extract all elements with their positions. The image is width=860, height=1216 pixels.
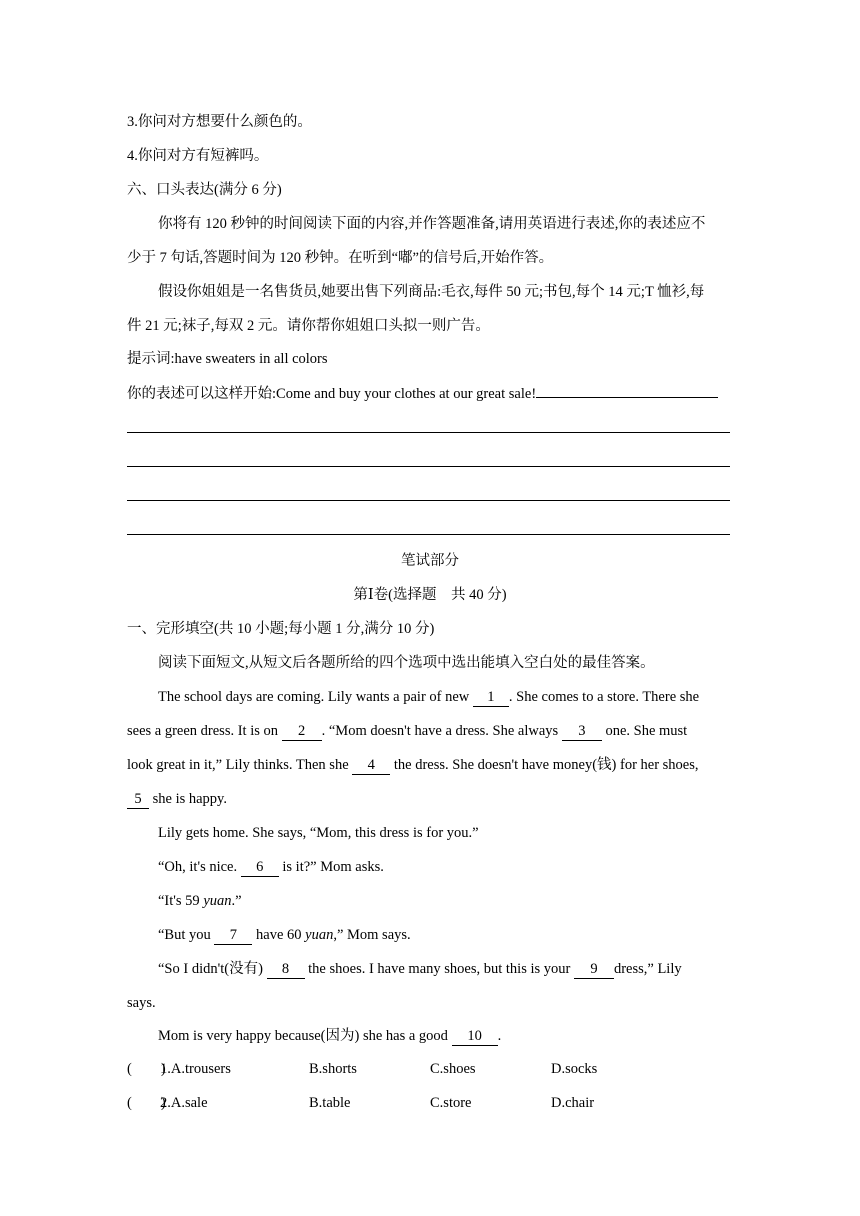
option-a[interactable]: 2.A.sale (160, 1095, 208, 1111)
instruction-line-1: 你将有 120 秒钟的时间阅读下面的内容,并作答题准备,请用英语进行表述,你的表述应不 (158, 216, 706, 232)
passage-text: she is happy. (149, 791, 227, 807)
answer-start-text: 你的表述可以这样开始:Come and buy your clothes at our great sale! (127, 386, 537, 402)
cloze-blank[interactable]: 6 (241, 859, 279, 877)
passage-text: the shoes. I have many shoes, but this is your (304, 961, 574, 977)
answer-line[interactable] (127, 500, 730, 501)
passage-line (158, 1026, 501, 1046)
answer-line[interactable] (127, 534, 730, 535)
passage-line (127, 755, 699, 775)
passage-line (158, 857, 384, 877)
passage-text-italic: yuan (203, 893, 232, 909)
passage-text: Mom is very happy because(因为) she has a good (158, 1028, 452, 1044)
passage-text: “So I didn't(没有) (158, 961, 267, 977)
passage-text: The school days are coming. Lily wants a pair of new (158, 689, 473, 705)
passage-text: is it?” Mom asks. (278, 859, 384, 875)
option-c[interactable]: C.shoes (430, 1061, 476, 1077)
cloze-blank[interactable]: 4 (352, 757, 390, 775)
option-b[interactable]: B.table (309, 1095, 351, 1111)
option-a[interactable]: 1.A.trousers (160, 1061, 231, 1077)
option-d[interactable]: D.socks (551, 1061, 598, 1077)
passage-text: dress,” Lily (613, 961, 682, 977)
section-one-instruction: 阅读下面短文,从短文后各题所给的四个选项中选出能填入空白处的最佳答案。 (158, 655, 655, 671)
answer-paren[interactable]: ( ) (127, 1095, 166, 1111)
passage-line (158, 925, 411, 945)
passage-text: “Oh, it's nice. (158, 859, 241, 875)
option-d[interactable]: D.chair (551, 1095, 595, 1111)
answer-line[interactable] (127, 466, 730, 467)
prompt-4: 4.你问对方有短裤吗。 (127, 148, 269, 164)
scenario-line-2: 件 21 元;袜子,每双 2 元。请你帮你姐姐口头拟一则广告。 (127, 318, 490, 334)
option-b[interactable]: B.shorts (309, 1061, 357, 1077)
cloze-blank[interactable]: 5 (127, 791, 149, 809)
cloze-blank[interactable]: 1 (473, 689, 509, 707)
section-six-heading: 六、口头表达(满分 6 分) (127, 182, 282, 198)
volume-title: 第Ⅰ卷(选择题 共 40 分) (353, 587, 507, 603)
answer-start (127, 383, 718, 404)
cloze-blank[interactable]: 9 (574, 961, 614, 979)
written-part-title: 笔试部分 (401, 553, 459, 569)
section-one-heading: 一、完形填空(共 10 小题;每小题 1 分,满分 10 分) (127, 621, 435, 637)
passage-text: . She comes to a store. There she (508, 689, 700, 705)
passage-text: sees a green dress. It is on (127, 723, 282, 739)
passage-line (158, 891, 242, 911)
answer-blank[interactable] (536, 383, 718, 398)
passage-line (158, 959, 682, 979)
passage-line: Lily gets home. She says, “Mom, this dress is for you.” (158, 825, 479, 841)
passage-text-italic: yuan (305, 927, 334, 943)
passage-text: ,” Mom says. (333, 927, 411, 943)
passage-text: have 60 (252, 927, 306, 943)
passage-text: the dress. She doesn't have money(钱) for her shoes, (390, 757, 699, 773)
passage-line (127, 721, 687, 741)
cloze-blank[interactable]: 7 (214, 927, 252, 945)
passage-text: .” (231, 893, 242, 909)
passage-text: . (497, 1028, 502, 1044)
passage-line: says. (127, 995, 156, 1011)
passage-line (158, 687, 699, 707)
hint-words: 提示词:have sweaters in all colors (127, 351, 328, 367)
cloze-blank[interactable]: 10 (452, 1028, 498, 1046)
passage-text: “But you (158, 927, 215, 943)
instruction-line-2: 少于 7 句话,答题时间为 120 秒钟。在听到“嘟”的信号后,开始作答。 (127, 250, 554, 266)
scenario-line-1: 假设你姐姐是一名售货员,她要出售下列商品:毛衣,每件 50 元;书包,每个 14 元;T 恤衫,每 (158, 284, 705, 300)
cloze-blank[interactable]: 3 (562, 723, 602, 741)
passage-text: . “Mom doesn't have a dress. She always (321, 723, 562, 739)
passage-text: look great in it,” Lily thinks. Then she (127, 757, 353, 773)
cloze-blank[interactable]: 8 (267, 961, 305, 979)
passage-text: “It's 59 (158, 893, 204, 909)
cloze-blank[interactable]: 2 (282, 723, 322, 741)
answer-line[interactable] (127, 432, 730, 433)
answer-paren[interactable]: ( ) (127, 1061, 166, 1077)
passage-text: one. She must (601, 723, 688, 739)
option-c[interactable]: C.store (430, 1095, 472, 1111)
prompt-3: 3.你问对方想要什么颜色的。 (127, 114, 312, 130)
passage-line (127, 789, 227, 809)
